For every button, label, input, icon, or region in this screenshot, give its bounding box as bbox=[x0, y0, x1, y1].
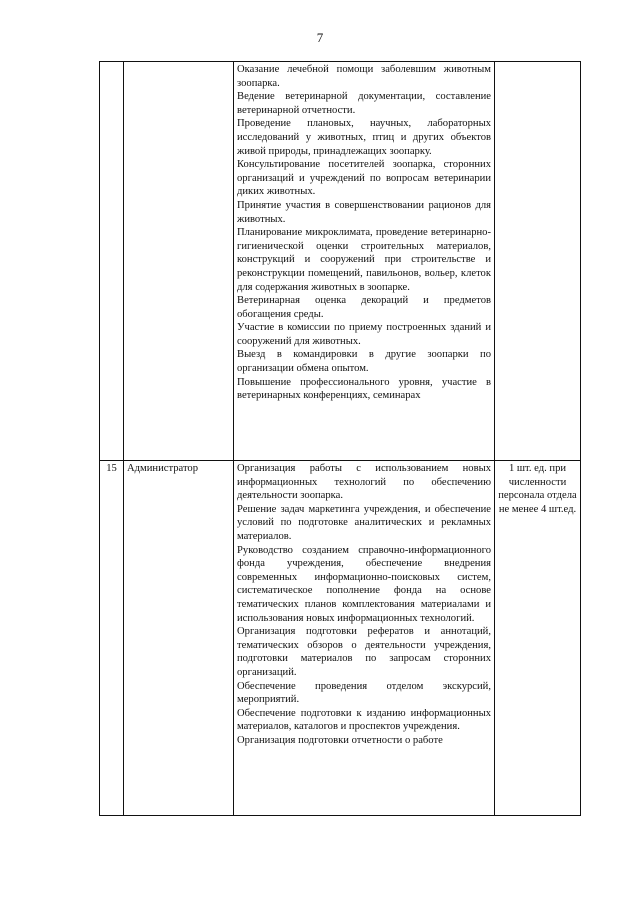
duty-item: Ветеринарная оценка декораций и предметов обогащения среды. bbox=[237, 295, 491, 320]
table-row bbox=[100, 461, 581, 816]
duty-item: Организация работы с использованием новых информационных технологий по обеспечению деятельности зоопарка. bbox=[237, 463, 491, 502]
duty-item: Консультирование посетителей зоопарка, сторонних организаций и учреждений по вопросам ветеринарии диких животных. bbox=[237, 159, 491, 198]
duty-item: Оказание лечебной помощи заболевшим животным зоопарка. bbox=[237, 64, 491, 89]
staff-duties-table bbox=[99, 61, 581, 816]
duties-cell bbox=[234, 62, 495, 461]
position-cell: Администратор bbox=[124, 461, 234, 816]
duty-item: Принятие участия в совершенствовании рационов для животных. bbox=[237, 199, 491, 225]
duty-item: Организация подготовки отчетности о работе bbox=[237, 734, 443, 746]
staffing-cell bbox=[495, 62, 581, 461]
duty-item: Участие в комиссии по приему построенных зданий и сооружений для животных. bbox=[237, 322, 491, 347]
table-row bbox=[100, 62, 581, 461]
duty-item: Организация подготовки рефератов и аннотаций, тематических обзоров о деятельности учреждения, подготовки материалов по запросам сторонних организаций. bbox=[237, 626, 491, 678]
row-number-cell bbox=[100, 62, 124, 461]
staffing-cell: 1 шт. ед. при численности персонала отдела не менее 4 шт.ед. bbox=[495, 461, 581, 816]
duty-item: Планирование микроклимата, проведение ветеринарно-гигиенической оценки строительных материалов, конструкций и сооружений при строительстве и реконструкции помещений, павильонов, вольер, клеток для содержания животных в зоопарке. bbox=[237, 227, 491, 293]
page-number: 7 bbox=[316, 30, 324, 45]
duty-item: Обеспечение подготовки к изданию информационных материалов, каталогов и проспектов учреждения. bbox=[237, 707, 491, 733]
duty-item: Повышение профессионального уровня, участие в ветеринарных конференциях, семинарах bbox=[237, 376, 491, 402]
duty-item: Решение задач маркетинга учреждения, и обеспечение условий по подготовке аналитических и рекламных материалов. bbox=[237, 503, 491, 542]
duties-cell bbox=[234, 461, 495, 816]
duty-item: Ведение ветеринарной документации, составление ветеринарной отчетности. bbox=[237, 91, 491, 116]
position-cell bbox=[124, 62, 234, 461]
duty-item: Проведение плановых, научных, лабораторных исследований у животных, птиц и других объектов живой природы, принадлежащих зоопарку. bbox=[237, 118, 491, 157]
duty-item: Руководство созданием справочно-информационного фонда учреждения, обеспечение внедрения современных информационно-поисковых систем, систематическое пополнение фонда на основе тематических планов комплектования материалами и использования новых информационных технологий. bbox=[237, 544, 491, 624]
duty-item: Обеспечение проведения отделом экскурсий, мероприятий. bbox=[237, 680, 491, 706]
duty-item: Выезд в командировки в другие зоопарки по организации обмена опытом. bbox=[237, 349, 491, 375]
row-number-cell: 15 bbox=[100, 461, 124, 816]
